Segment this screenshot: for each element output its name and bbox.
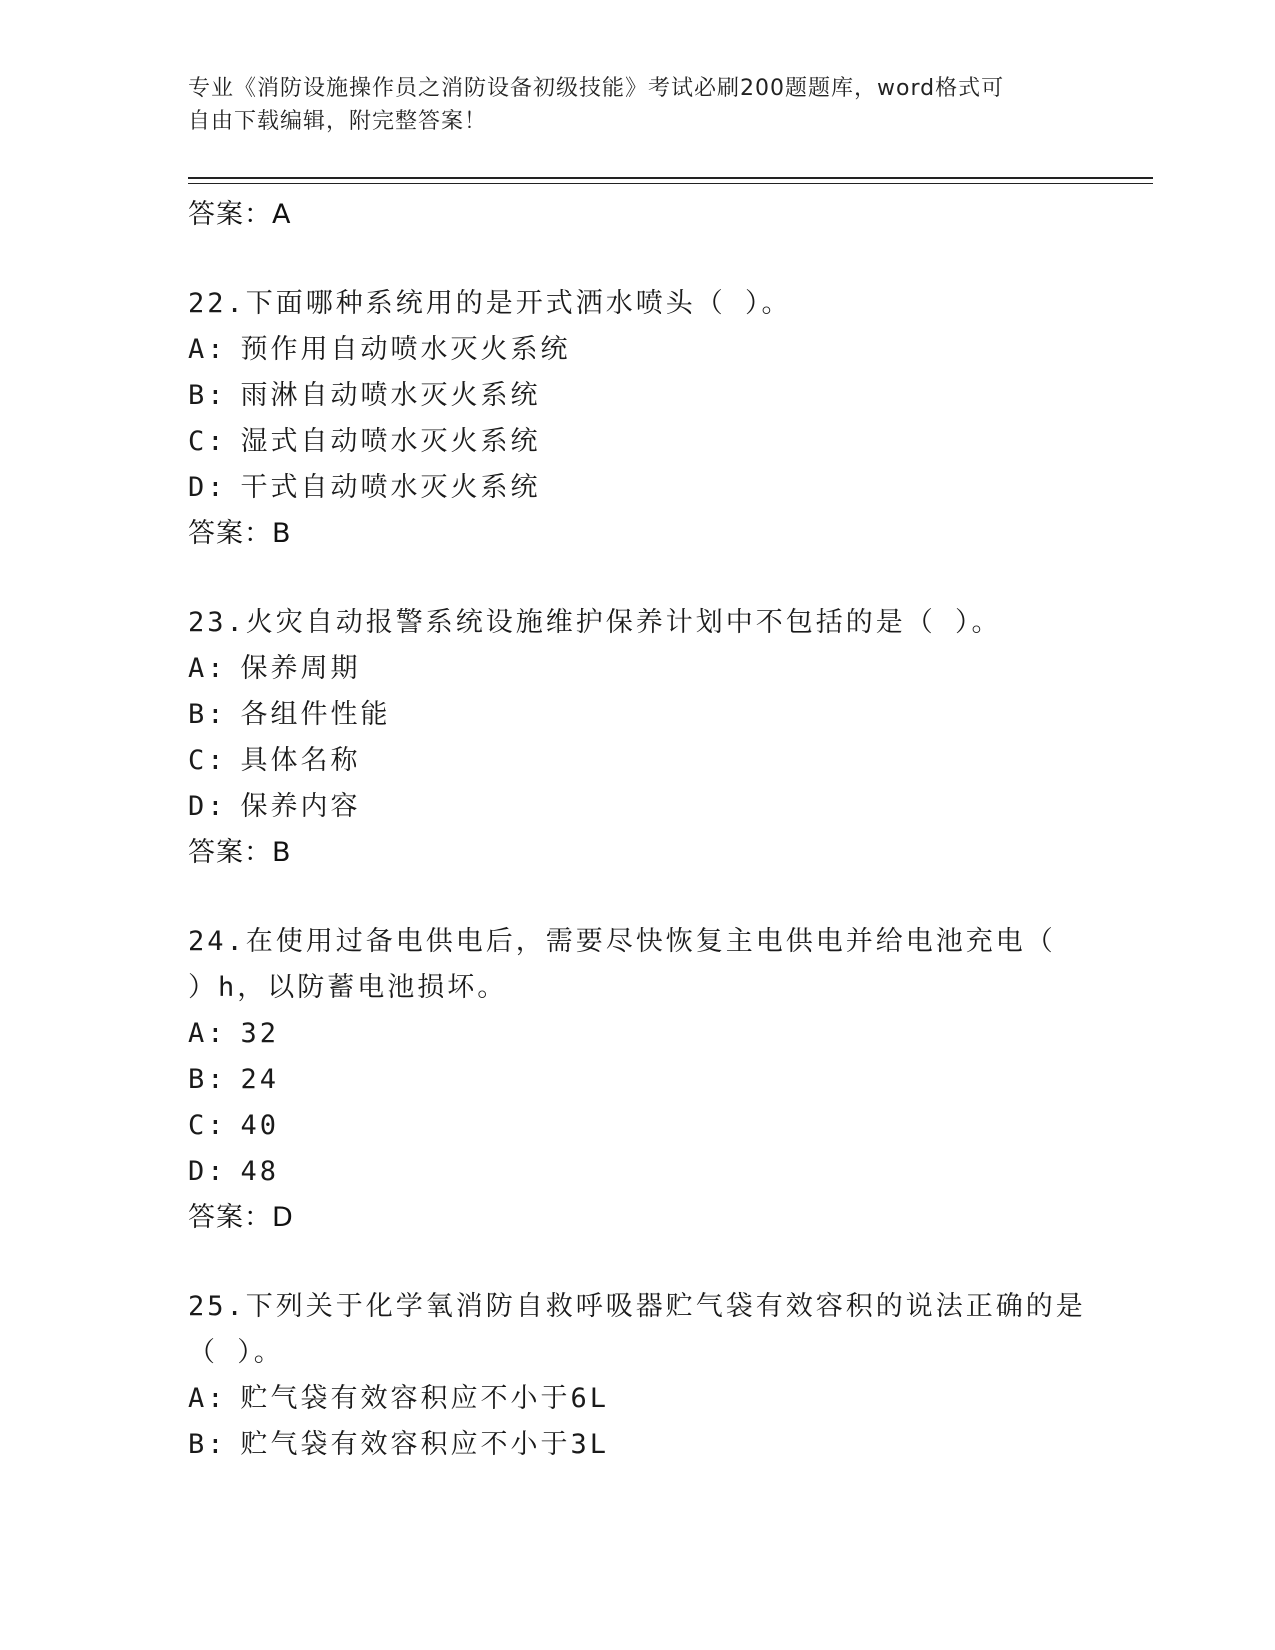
option-text: 预作用自动喷水灭火系统 bbox=[240, 334, 571, 365]
answer: 答案：B bbox=[188, 518, 292, 549]
option-a bbox=[188, 1011, 1088, 1057]
option-label: A: bbox=[188, 1018, 227, 1049]
option-d bbox=[188, 784, 1088, 830]
header-line-2: 自由下载编辑，附完整答案！ bbox=[188, 109, 488, 134]
option-label: B: bbox=[188, 699, 227, 730]
option-label: A: bbox=[188, 653, 227, 684]
header-rule-thick bbox=[188, 177, 1153, 179]
option-a bbox=[188, 1376, 1088, 1422]
option-a bbox=[188, 327, 1088, 373]
option-c bbox=[188, 1103, 1088, 1149]
option-label: C: bbox=[188, 745, 227, 776]
option-text: 保养周期 bbox=[240, 653, 361, 684]
option-a bbox=[188, 646, 1088, 692]
option-label: A: bbox=[188, 334, 227, 365]
option-label: A: bbox=[188, 1383, 227, 1414]
option-b bbox=[188, 373, 1088, 419]
question-list bbox=[188, 192, 1088, 1468]
option-text: 湿式自动喷水灭火系统 bbox=[240, 426, 541, 457]
option-text: 24 bbox=[240, 1064, 280, 1095]
question-text: 24.在使用过备电供电后，需要尽快恢复主电供电并给电池充电（ ）h，以防蓄电池损坏。 bbox=[188, 926, 1056, 1003]
question-24 bbox=[188, 919, 1088, 1241]
previous-answer: 答案：A bbox=[188, 199, 292, 230]
option-text: 40 bbox=[240, 1110, 280, 1141]
option-text: 保养内容 bbox=[240, 791, 361, 822]
question-25 bbox=[188, 1284, 1088, 1468]
question-text: 23.火灾自动报警系统设施维护保养计划中不包括的是（ ）。 bbox=[188, 607, 1002, 638]
option-label: B: bbox=[188, 1064, 227, 1095]
option-label: C: bbox=[188, 1110, 227, 1141]
question-22 bbox=[188, 281, 1088, 557]
option-d bbox=[188, 465, 1088, 511]
question-23 bbox=[188, 600, 1088, 876]
option-c bbox=[188, 419, 1088, 465]
option-text: 各组件性能 bbox=[240, 699, 391, 730]
option-label: D: bbox=[188, 791, 227, 822]
answer: 答案：B bbox=[188, 837, 292, 868]
option-label: C: bbox=[188, 426, 227, 457]
option-text: 雨淋自动喷水灭火系统 bbox=[240, 380, 541, 411]
option-b bbox=[188, 1057, 1088, 1103]
option-text: 干式自动喷水灭火系统 bbox=[240, 472, 541, 503]
option-text: 32 bbox=[240, 1018, 280, 1049]
option-text: 具体名称 bbox=[240, 745, 361, 776]
question-text: 25.下列关于化学氧消防自救呼吸器贮气袋有效容积的说法正确的是（ ）。 bbox=[188, 1291, 1086, 1368]
option-label: D: bbox=[188, 472, 227, 503]
option-c bbox=[188, 738, 1088, 784]
question-text: 22.下面哪种系统用的是开式洒水喷头（ ）。 bbox=[188, 288, 792, 319]
option-text: 48 bbox=[240, 1156, 280, 1187]
option-b bbox=[188, 692, 1088, 738]
option-b bbox=[188, 1422, 1088, 1468]
header-rule-thin bbox=[188, 183, 1153, 184]
header-line-1: 专业《消防设施操作员之消防设备初级技能》考试必刷200题题库，word格式可 bbox=[188, 76, 1005, 101]
option-d bbox=[188, 1149, 1088, 1195]
option-label: D: bbox=[188, 1156, 227, 1187]
option-text: 贮气袋有效容积应不小于3L bbox=[240, 1429, 610, 1460]
document-header bbox=[188, 72, 1068, 138]
option-label: B: bbox=[188, 380, 227, 411]
option-label: B: bbox=[188, 1429, 227, 1460]
answer: 答案：D bbox=[188, 1202, 294, 1233]
option-text: 贮气袋有效容积应不小于6L bbox=[240, 1383, 610, 1414]
